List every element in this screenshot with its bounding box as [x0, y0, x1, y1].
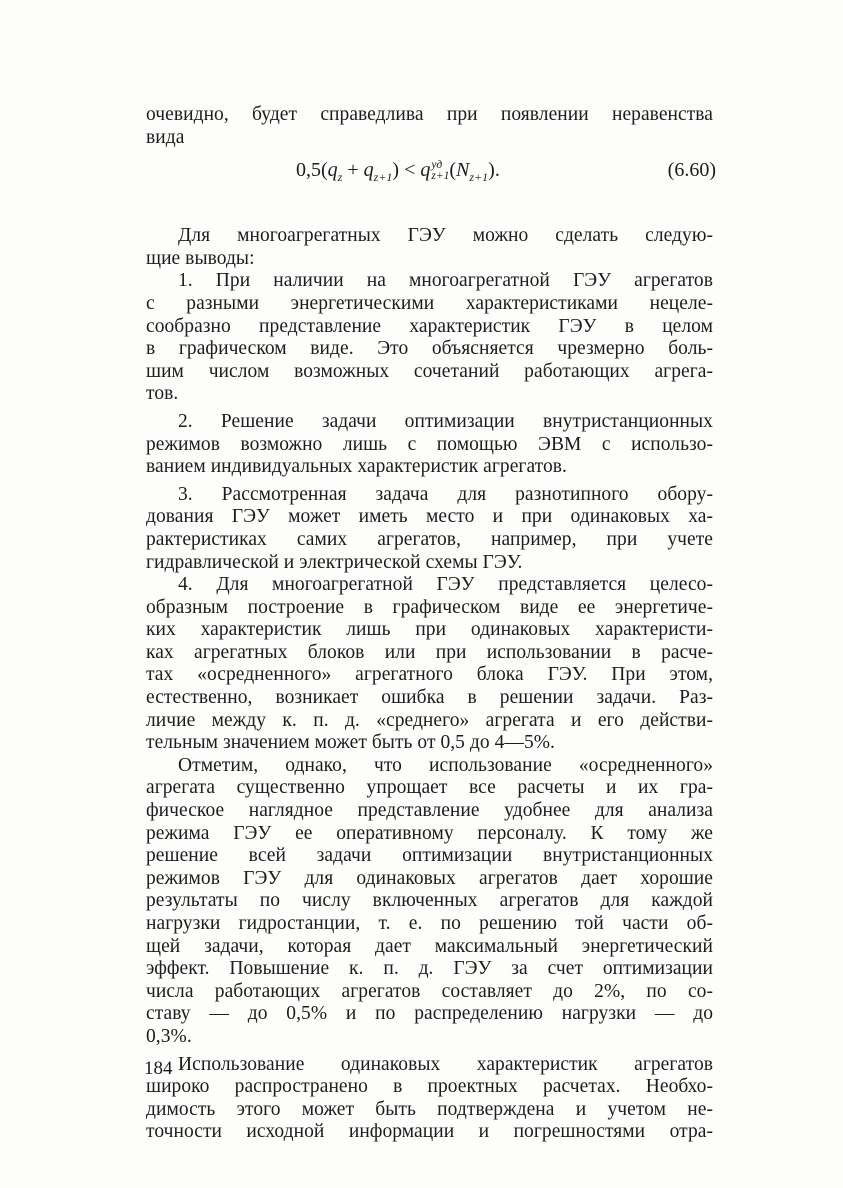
text-line: 3. Рассмотренная задача для разнотипного обору-: [178, 483, 713, 505]
paragraph: [146, 1054, 713, 1144]
text-line: решение всей задачи оптимизации внутристанционных: [146, 845, 713, 867]
text-line: тельным значением может быть от 0,5 до 4—5%.: [146, 732, 555, 754]
formula-q: q: [420, 159, 431, 182]
text-line: сообразно представление характеристик ГЭУ в целом: [146, 315, 713, 337]
text-column: [146, 104, 716, 1144]
text-line: 0,3%.: [146, 1025, 192, 1047]
formula-less-than: <: [404, 159, 416, 182]
text-line: вида: [146, 126, 185, 148]
text-line: ставу — до 0,5% и по распределению нагрузки — до: [146, 1003, 713, 1025]
text-line: ких характеристик лишь при одинаковых характеристи-: [146, 619, 713, 641]
text-line: очевидно, будет справедлива при появлении неравенства: [146, 104, 713, 125]
text-line: Для многоагрегатных ГЭУ можно сделать следую-: [178, 225, 713, 247]
formula-sub-z1: z+1: [431, 169, 450, 182]
text-line: образным построение в графическом виде ее энергетиче-: [146, 596, 713, 618]
text-line: 4. Для многоагрегатной ГЭУ представляется целесо-: [178, 574, 713, 596]
text-line: димость этого может быть подтверждена и учетом не-: [146, 1098, 713, 1120]
text-line: гидравлической и электрической схемы ГЭУ.: [146, 551, 523, 573]
formula-coefficient: 0,5: [296, 159, 321, 182]
text-line: в графическом виде. Это объясняется чрезмерно боль-: [146, 338, 713, 360]
page-number: 184: [144, 1058, 173, 1079]
paragraph: [146, 225, 713, 270]
paragraph: [146, 755, 713, 1049]
paragraph-item-4: [146, 574, 713, 755]
text-line: с разными энергетическими характеристиками нецеле-: [146, 292, 713, 314]
text-line: щей задачи, которая дает максимальный энергетический: [146, 935, 713, 957]
formula: $0,5(q_z + q_{z+1}) < q$ уд z+1 $(N_{z+1})$.: [296, 158, 500, 185]
text-line: агрегата существенно упрощает все расчеты и их гра-: [146, 777, 713, 799]
paragraph-item-1: [146, 270, 713, 406]
paragraph-item-2: [146, 411, 713, 479]
paragraph-item-3: [146, 484, 713, 574]
formula-sub-z1: z+1: [469, 170, 489, 185]
text-line: рактеристиках самих агрегатов, например, при учете: [146, 528, 713, 550]
text-line: режима ГЭУ ее оперативному персоналу. К тому же: [146, 822, 713, 844]
text-line: личие между к. п. д. «среднего» агрегата и его действи-: [146, 709, 713, 731]
formula-sup-ud: уд: [431, 158, 443, 171]
equation-6-60: [146, 151, 716, 191]
formula-q: q: [327, 159, 338, 182]
text-line: 1. При наличии на многоагрегатной ГЭУ агрегатов: [178, 270, 713, 292]
text-line: тах «осредненного» агрегатного блока ГЭУ. При этом,: [146, 664, 713, 686]
text-line: режимов возможно лишь с помощью ЭВМ с использо-: [146, 433, 713, 455]
text-line: числа работающих агрегатов составляет до 2%, по со-: [146, 980, 713, 1002]
text-line: Отметим, однако, что использование «осредненного»: [178, 754, 713, 776]
text-line: дования ГЭУ может иметь место и при одинаковых ха-: [146, 506, 713, 528]
formula-supsub: [431, 160, 449, 182]
text-line: щие выводы:: [146, 247, 255, 269]
text-line: режимов ГЭУ для одинаковых агрегатов дает хорошие: [146, 867, 713, 889]
text-line: шим числом возможных сочетаний работающих агрега-: [146, 360, 713, 382]
formula-q: q: [363, 159, 374, 182]
formula-sub-z1: z+1: [373, 170, 393, 185]
text-line: широко распространено в проектных расчетах. Необхо-: [146, 1076, 713, 1098]
formula-n: N: [456, 159, 470, 182]
text-line: эффект. Повышение к. п. д. ГЭУ за счет оптимизации: [146, 958, 713, 980]
text-line: тов.: [146, 383, 179, 405]
text-line: Использование одинаковых характеристик агрегатов: [178, 1053, 713, 1075]
formula-sub-z: z: [337, 170, 343, 185]
text-line: фическое наглядное представление удобнее для анализа: [146, 800, 713, 822]
text-line: ванием индивидуальных характеристик агрегатов.: [146, 456, 567, 478]
text-line: точности исходной информации и погрешностями отра-: [146, 1121, 713, 1143]
text-line: нагрузки гидростанции, т. е. по решению той части об-: [146, 913, 713, 934]
text-line: ках агрегатных блоков или при использовании в расче-: [146, 641, 713, 663]
text-line: 2. Решение задачи оптимизации внутристанционных: [178, 410, 713, 432]
paragraph-continuation: [146, 104, 713, 149]
formula-tail: ).: [488, 159, 500, 182]
equation-number: (6.60): [667, 159, 716, 182]
text-line: результаты по числу включенных агрегатов для каждой: [146, 890, 713, 912]
text-line: естественно, возникает ошибка в решении задачи. Раз-: [146, 687, 713, 709]
